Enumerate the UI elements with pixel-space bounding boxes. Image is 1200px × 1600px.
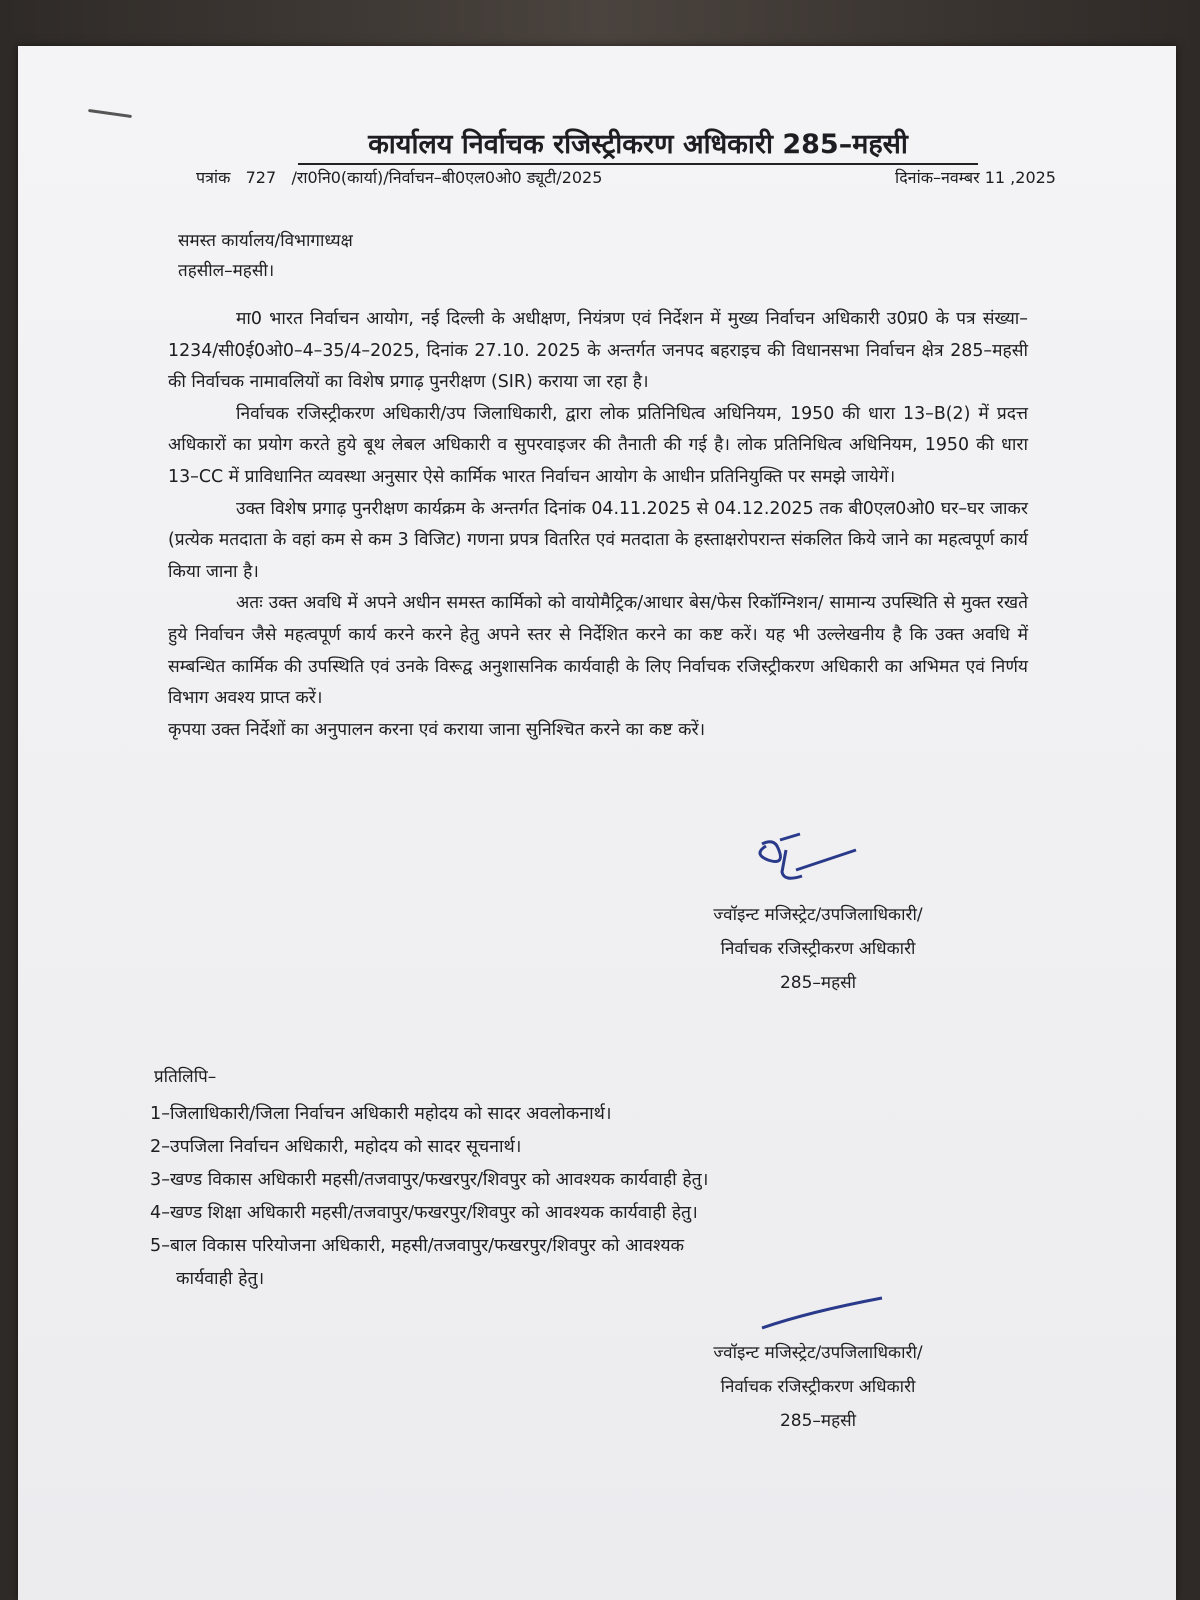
ref-path: /रा0नि0(कार्या)/निर्वाचन–बी0एल0ओ0 ड्यूटी/2025	[291, 168, 603, 187]
letter-date: दिनांक–नवम्बर 11 ,2025	[895, 168, 1056, 187]
copy-item-4: 4–खण्ड शिक्षा अधिकारी महसी/तजवापुर/फखरपुर/शिवपुर को आवश्यक कार्यवाही हेतु।	[150, 1203, 698, 1223]
sign1-line-2: निर्वाचक रजिस्ट्रीकरण अधिकारी	[720, 939, 916, 959]
paragraph-3: उक्त विशेष प्रगाढ़ पुनरीक्षण कार्यक्रम के अन्तर्गत दिनांक 04.11.2025 से 04.12.2025 तक बी0एल0ओ0 घर–घर जाकर (प्रत्येक मतदाता के वहां कम से कम 3 विजिट) गणना प्रपत्र वितरित एवं मतदाता के हस्ताक्षरोपरान्त संकलित किये जाने का महत्वपूर्ण कार्य किया जाना है।	[168, 498, 1028, 582]
sign2-line-2: निर्वाचक रजिस्ट्रीकरण अधिकारी	[720, 1377, 916, 1397]
paragraph-5: कृपया उक्त निर्देशों का अनुपालन करना एवं कराया जाना सुनिश्चित करने का कष्ट करें।	[168, 719, 706, 740]
sign2-line-3: 285–महसी	[779, 1411, 857, 1431]
copy-item-5-tail: कार्यवाही हेतु।	[176, 1269, 265, 1289]
letter-body	[168, 304, 1028, 746]
sign2-line-1: ज्वॉइन्ट मजिस्ट्रेट/उपजिलाधिकारी/	[713, 1343, 923, 1363]
copy-item-5: 5–बाल विकास परियोजना अधिकारी, महसी/तजवापुर/फखरपुर/शिवपुर को आवश्यक	[150, 1236, 685, 1256]
copy-title: प्रतिलिपि–	[154, 1067, 217, 1087]
handwritten-signature	[738, 826, 878, 896]
paragraph-2: निर्वाचक रजिस्ट्रीकरण अधिकारी/उप जिलाधिकारी, द्वारा लोक प्रतिनिधित्व अधिनियम, 1950 की धारा 13–B(2) में प्रदत्त अधिकारों का प्रयोग करते हुये बूथ लेबल अधिकारी व सुपरवाइजर की तैनाती की गई है। लोक प्रतिनिधित्व अधिनियम, 1950 की धारा 13–CC में प्राविधानित व्यवस्था अनुसार ऐसे कार्मिक भारत निर्वाचन आयोग के आधीन प्रतिनियुक्ति पर समझे जायेगें।	[168, 403, 1028, 487]
handwritten-stroke	[758, 1294, 888, 1334]
reference-number	[196, 166, 602, 188]
paragraph-4: अतः उक्त अवधि में अपने अधीन समस्त कार्मिको को वायोमैट्रिक/आधार बेस/फेस रिकॉग्निशन/ सामान्य उपस्थिति से मुक्त रखते हुये निर्वाचन जैसे महत्वपूर्ण कार्य करने करने हेतु अपने स्तर से निर्देशित करने का कष्ट करें। यह भी उल्लेखनीय है कि उक्त अवधि में सम्बन्धित कार्मिक की उपस्थिति एवं उनके विरूद्व अनुशासनिक कार्यवाही के लिए निर्वाचक रजिस्ट्रीकरण अधिकारी का अभिमत एवं निर्णय विभाग अवश्य प्राप्त करें।	[168, 593, 1028, 709]
office-heading: कार्यालय निर्वाचक रजिस्ट्रीकरण अधिकारी 285–महसी	[298, 124, 978, 165]
sign1-line-1: ज्वॉइन्ट मजिस्ट्रेट/उपजिलाधिकारी/	[713, 905, 923, 925]
ref-number: 727	[245, 168, 277, 187]
addressee-line-2: तहसील–महसी।	[178, 261, 275, 281]
copy-list	[150, 1098, 1050, 1296]
paragraph-1: मा0 भारत निर्वाचन आयोग, नई दिल्ली के अधीक्षण, नियंत्रण एवं निर्देशन में मुख्य निर्वाचन अधिकारी उ0प्र0 के पत्र संख्या–1234/सी0ई0ओ0–4–35/4–2025, दिनांक 27.10. 2025 के अन्तर्गत जनपद बहराइच की विधानसभा निर्वाचन क्षेत्र 285–महसी की निर्वाचक नामावलियों का विशेष प्रगाढ़ पुनरीक्षण (SIR) कराया जा रहा है।	[168, 309, 1028, 393]
pen-mark	[88, 109, 132, 118]
copy-item-5-continued	[150, 1263, 1050, 1296]
signature-block-1	[618, 898, 1018, 1000]
sign1-line-3: 285–महसी	[779, 973, 857, 993]
copy-item-2: 2–उपजिला निर्वाचन अधिकारी, महोदय को सादर सूचनार्थ।	[150, 1137, 522, 1157]
reference-line	[196, 166, 1056, 190]
copy-item-1: 1–जिलाधिकारी/जिला निर्वाचन अधिकारी महोदय को सादर अवलोकनार्थ।	[150, 1104, 612, 1124]
addressee-line-1: समस्त कार्यालय/विभागाध्यक्ष	[178, 231, 353, 251]
ref-label: पत्रांक	[196, 168, 231, 187]
letter-page	[18, 46, 1176, 1600]
signature-block-2	[618, 1336, 1018, 1438]
addressee-block	[178, 226, 353, 286]
copy-item-3: 3–खण्ड विकास अधिकारी महसी/तजवापुर/फखरपुर/शिवपुर को आवश्यक कार्यवाही हेतु।	[150, 1170, 709, 1190]
